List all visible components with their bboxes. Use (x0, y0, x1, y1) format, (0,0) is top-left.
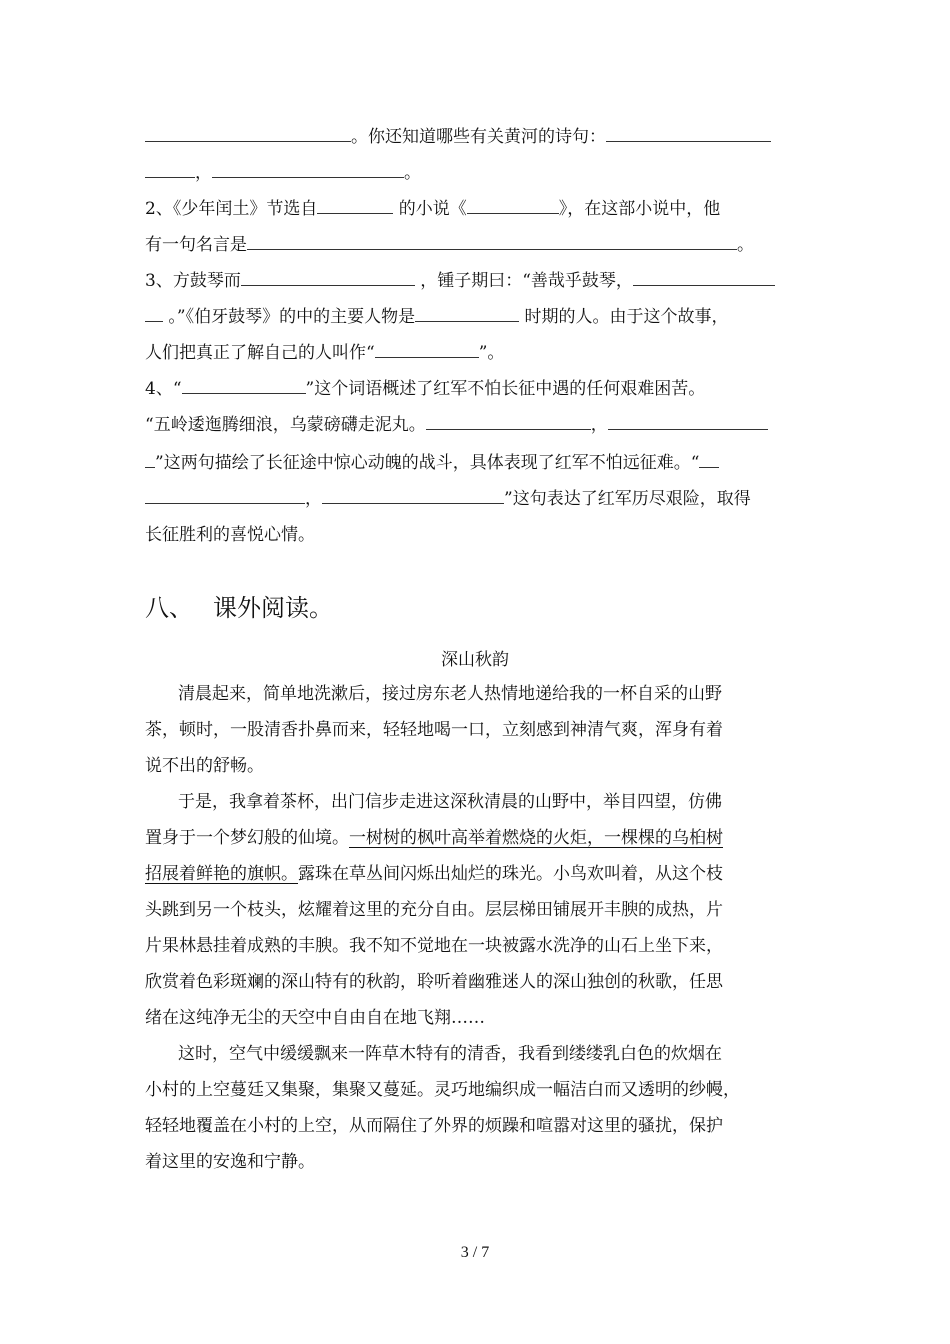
blank[interactable] (633, 268, 775, 286)
article-line: 轻轻地覆盖在小村的上空，从而隔住了外界的烦躁和喧嚣对这里的骚扰，保护 (145, 1116, 723, 1136)
article-line: 欣赏着色彩斑斓的深山特有的秋韵，聆听着幽雅迷人的深山独创的秋歌，任思 (145, 972, 723, 992)
q4-line-3: ”这两句描绘了长征途中惊心动魄的战斗，具体表现了红军不怕远征难。“ (145, 450, 719, 474)
blank[interactable] (426, 412, 591, 430)
blank[interactable] (322, 486, 504, 504)
underlined-sentence: 一树树的枫叶高举着燃烧的火炬，一棵棵的乌桕树 (349, 828, 723, 848)
article-line: 这时，空气中缓缓飘来一阵草木特有的清香，我看到缕缕乳白色的炊烟在 (178, 1044, 722, 1064)
article-line: 头跳到另一个枝头，炫耀着这里的充分自由。层层梯田铺展开丰腴的成热，片 (145, 900, 723, 920)
blank[interactable] (608, 412, 768, 430)
article-line: 于是，我拿着茶杯，出门信步走进这深秋清晨的山野中，举目四望，仿佛 (178, 792, 722, 812)
page-number: 3 / 7 (460, 1244, 490, 1261)
blank[interactable] (247, 232, 737, 250)
q4-line-2: “五岭逶迤腾细浪，乌蒙磅礴走泥丸。 ， (145, 412, 768, 436)
article-title: 深山秋韵 (441, 650, 509, 670)
blank[interactable] (467, 196, 559, 214)
blank[interactable] (375, 340, 479, 358)
section-heading (145, 592, 333, 624)
blank[interactable] (415, 304, 519, 322)
blank[interactable] (606, 124, 771, 142)
article-line: 着这里的安逸和宁静。 (145, 1152, 315, 1172)
article-line: 说不出的舒畅。 (145, 756, 264, 776)
q2-line-2: 有一句名言是 。 (145, 232, 754, 256)
article-line: 置身于一个梦幻般的仙境。一树树的枫叶高举着燃烧的火炬，一棵棵的乌桕树 (145, 828, 723, 848)
underlined-sentence: 招展着鲜艳的旗帜。 (145, 864, 298, 884)
q4-line-4: ， ”这句表达了红军历尽艰险，取得 (145, 486, 751, 510)
blank[interactable] (317, 196, 393, 214)
article-line: 清晨起来，简单地洗漱后，接过房东老人热情地递给我的一杯自采的山野 (178, 684, 722, 704)
q4-line-1: 4、“ ”这个词语概述了红军不怕长征中遇的任何艰难困苦。 (145, 376, 705, 400)
article-line: 小村的上空蔓廷又集聚，集聚又蔓延。灵巧地编织成一幅洁白而又透明的纱幔， (145, 1080, 740, 1100)
blank[interactable] (182, 376, 306, 394)
q3-line-2: 。”《伯牙鼓琴》的中的主要人物是 时期的人。由于这个故事， (145, 304, 729, 328)
section-title: 课外阅读。 (213, 594, 333, 622)
article-line: 片果林悬挂着成熟的丰腴。我不知不觉地在一块被露水洗净的山石上坐下来， (145, 936, 723, 956)
article-line: 招展着鲜艳的旗帜。露珠在草丛间闪烁出灿烂的珠光。小鸟欢叫着，从这个枝 (145, 864, 723, 884)
q1-line-1: 。你还知道哪些有关黄河的诗句： (145, 124, 771, 148)
blank[interactable] (145, 124, 351, 142)
blank[interactable] (145, 486, 305, 504)
blank[interactable] (212, 160, 404, 178)
q2-line-1: 2、《少年闰土》节选自 的小说《 》，在这部小说中，他 (145, 196, 720, 220)
article-line: 茶，顿时，一股清香扑鼻而来，轻轻地喝一口，立刻感到神清气爽，浑身有着 (145, 720, 723, 740)
article-line: 绪在这纯净无尘的天空中自由自在地飞翔…… (145, 1008, 485, 1028)
section-number: 八、 (145, 594, 193, 622)
blank[interactable] (699, 450, 719, 468)
q3-line-1: 3、方鼓琴而 ，锺子期曰：“善哉乎鼓琴， (145, 268, 775, 292)
blank[interactable] (241, 268, 415, 286)
q4-line-5: 长征胜利的喜悦心情。 (145, 525, 315, 545)
q3-line-3: 人们把真正了解自己的人叫作“ ”。 (145, 340, 504, 364)
q1-line-2: ， 。 (145, 160, 421, 184)
blank[interactable] (145, 304, 163, 322)
blank[interactable] (145, 450, 155, 468)
blank[interactable] (145, 160, 195, 178)
